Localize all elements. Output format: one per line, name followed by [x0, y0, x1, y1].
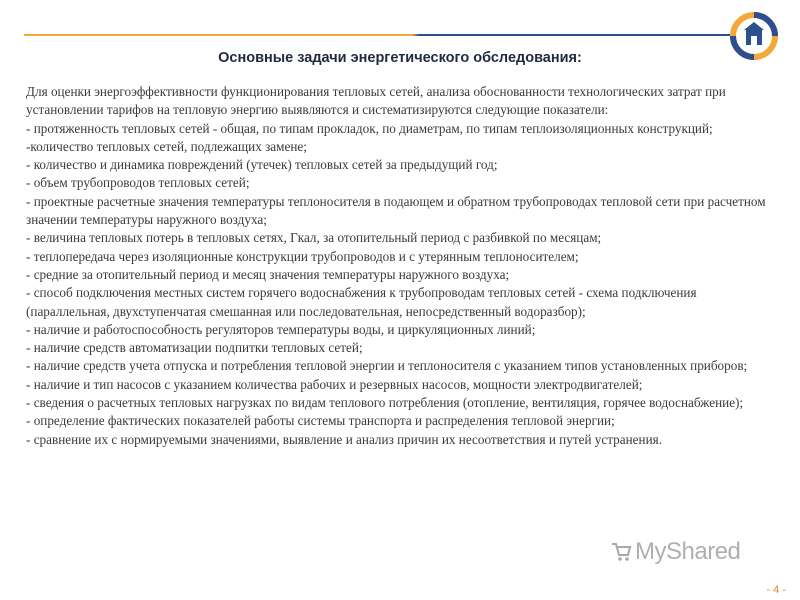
body-paragraph: - количество и динамика повреждений (утечек) тепловых сетей за предыдущий год; — [26, 157, 498, 173]
watermark — [610, 538, 740, 566]
slide-body — [26, 83, 766, 449]
body-paragraph: - наличие средств автоматизации подпитки тепловых сетей; — [26, 340, 363, 356]
body-paragraph: - величина тепловых потерь в тепловых сетях, Гкал, за отопительный период с разбивкой по месяцам; — [26, 230, 602, 246]
body-paragraph: - наличие и тип насосов с указанием количества рабочих и резервных насосов, мощности электродвигателей; — [26, 376, 643, 392]
body-paragraph: - объем трубопроводов тепловых сетей; — [26, 175, 250, 191]
body-paragraph: - протяженность тепловых сетей - общая, по типам прокладок, по диаметрам, по типам теплоизоляционных конструкций; — [26, 120, 713, 136]
watermark-text: MyShared — [635, 538, 741, 565]
header-divider — [24, 34, 730, 36]
page-number: - 4 - — [766, 584, 786, 596]
body-paragraph: - средние за отопительный период и месяц значения температуры наружного воздуха; — [26, 266, 510, 282]
slide-title: Основные задачи энергетического обследования: — [218, 50, 582, 66]
body-paragraph: - проектные расчетные значения температуры теплоносителя в подающем и обратном трубопроводах тепловой сети при расчетном значении температуры наружного воздуха; — [26, 193, 766, 228]
body-paragraph: - сравнение их с нормируемыми значениями, выявление и анализ причин их несоответствия и путей устранения. — [26, 431, 663, 447]
watermark-cart-icon — [610, 540, 632, 562]
body-paragraph: - теплопередача через изоляционные конструкции трубопроводов и с утерянным теплоносителем; — [26, 248, 579, 264]
body-paragraph: - наличие и работоспособность регуляторов температуры воды, и циркуляционных линий; — [26, 321, 536, 337]
body-paragraph: - определение фактических показателей работы системы транспорта и распределения тепловой энергии; — [26, 413, 615, 429]
body-paragraph: - сведения о расчетных тепловых нагрузках по видам теплового потребления (отопление, вентиляция, горячее водоснабжение); — [26, 395, 744, 411]
body-paragraph: Для оценки энергоэффективности функционирования тепловых сетей, анализа обоснованности технологических затрат при установлении тарифов на тепловую энергию выявляются и систематизируются следующие показатели: — [26, 84, 726, 118]
body-paragraph: - наличие средств учета отпуска и потребления тепловой энергии и теплоносителя с указанием типов установленных приборов; — [26, 358, 748, 374]
body-paragraph: - способ подключения местных систем горячего водоснабжения к трубопроводам тепловых сетей - схема подключения (параллельная, двухступенчатая смешанная или последовательная, непосредственный водоразбор); — [26, 285, 697, 319]
body-paragraph: -количество тепловых сетей, подлежащих замене; — [26, 138, 307, 154]
